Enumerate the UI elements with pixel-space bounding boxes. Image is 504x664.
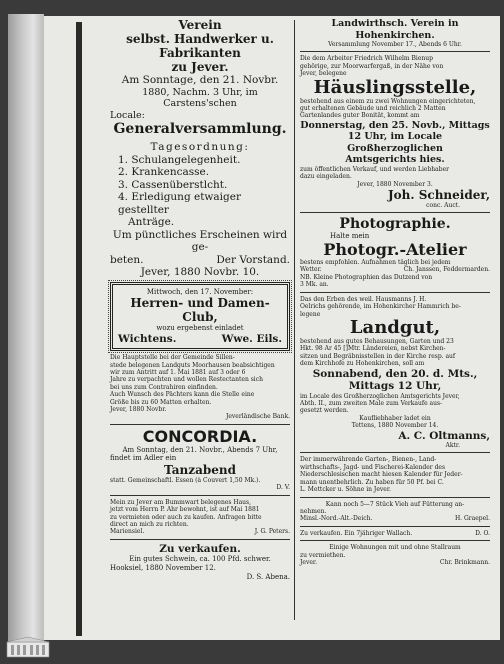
notice-line: wir zum Antritt auf 1. Mai 1881 auf 3 oder 6 <box>110 369 246 376</box>
photo-line: bestens empfohlen. Aufnahmen täglich bei jedem <box>300 259 451 267</box>
closing-row <box>110 254 290 267</box>
house-line: zu vermieten oder auch zu kaufen. Anfragen bitte <box>110 513 262 521</box>
house-intro-line: Die dem Arbeiter Friedrich Wilhelm Bienup <box>300 55 433 63</box>
estate-line: gesetzt werden. <box>300 407 349 415</box>
auctioneer-role: Aktr. <box>445 442 460 450</box>
auctioneer-name: Joh. Schneider, <box>387 188 490 203</box>
photographer-signature: Ch. Janssen, Feddermarden. <box>403 266 490 274</box>
auction-date: Donnerstag, den 25. Novb., Mittags <box>300 119 490 131</box>
auction-time: 12 Uhr, im Locale Großherzoglichen <box>347 131 443 154</box>
page-gutter <box>76 22 82 636</box>
general-assembly-heading: Generalversammlung. <box>113 121 287 137</box>
rule <box>300 526 490 527</box>
apartments-row <box>300 559 490 566</box>
box-line: wozu ergebenst einladet <box>156 324 244 333</box>
rule <box>300 212 490 213</box>
closing-text: beten. <box>110 253 144 266</box>
auctioneer-name: A. C. Oltmanns, <box>398 429 490 442</box>
notice-date: Jever, 1880 Novbr. <box>110 406 167 414</box>
feeding-row <box>300 515 490 522</box>
agenda-item: 4. Erledigung etwaiger gestellter <box>118 191 241 216</box>
notice-line: stede belegenen Landguts Moorhausen beabsichtigen <box>110 361 275 369</box>
rule <box>300 540 490 541</box>
photography-heading: Photographie. <box>339 216 451 233</box>
house-end-line: zum öffentlichen Verkauf, und werden Liebhaber <box>300 165 449 173</box>
rule <box>300 292 490 293</box>
concordia-line: Am Sonntag, den 21. Novbr., Abends 7 Uhr, <box>122 445 278 454</box>
atelier-heading: Photogr.-Atelier <box>323 240 467 260</box>
apartments-line: zu vermiethen. <box>300 551 346 559</box>
concordia-line: statt. Gemeinschaftl. Essen (à Couvert 1,50 Mk.). <box>110 477 261 485</box>
book-spine <box>8 14 44 642</box>
horse-sale-row <box>300 530 490 537</box>
estate-line: Hkt. 98 Ar 45 []Mtr. Ländereien, nebst Kirchen- <box>300 345 446 353</box>
house-place: Mariensiel. <box>110 528 145 536</box>
photo-line: Wetter. <box>300 266 322 274</box>
house-body-line: Gartenlandes guter Bonität, kommt am <box>300 112 420 120</box>
host-left: Wichtens. <box>118 332 177 345</box>
calendar-line: Der immerwährende Garten-, Bienen-, Land- <box>300 456 437 464</box>
feeding-signature: H. Graepel. <box>454 515 490 523</box>
notice-line: Auch Wunsch des Pächters kann die Stelle eine <box>110 391 255 399</box>
column-divider <box>294 20 295 620</box>
estate-line: dem Kirchhofe zu Hohenkirchen, soll am <box>300 360 425 368</box>
concordia-line: findet im Adler ein <box>110 454 177 463</box>
rule <box>110 495 290 496</box>
for-sale-line: Ein gutes Schwein, ca. 100 Pfd. schwer. <box>129 555 271 564</box>
verein-line: Am Sonntage, den 21. Novbr. <box>121 74 279 86</box>
club-title: Herren- und Damen- <box>130 296 270 311</box>
estate-intro-line: Das den Erben des weil. Hausmanns J. H. <box>300 295 427 303</box>
feeding-place: Minsl.-Nord.-Alt.-Deich. <box>300 515 373 523</box>
photo-lead: Halte mein <box>330 232 370 241</box>
box-line: Mittwoch, den 17. November: <box>146 287 254 296</box>
house-body-line: bestehend aus einem zu zwei Wohnungen eingerichteten, <box>300 97 476 105</box>
house-line: direct an mich zu richten. <box>110 521 189 529</box>
agenda-item: 3. Cassenüberstlcht. <box>118 178 228 191</box>
dateline: Jever, 1880 Novbr. 10. <box>140 266 260 278</box>
horse-sale-text: Zu verkaufen. Ein 7jähriger Wallach. <box>300 529 413 537</box>
for-sale-signature: D. S. Abena. <box>246 572 290 581</box>
landgut-heading: Landgut, <box>349 316 441 338</box>
agenda-item: 2. Krankencasse. <box>118 166 210 178</box>
estate-line: Kaufliebhaber ladet ein <box>359 414 431 422</box>
estate-line: im Locale des Großherzoglichen Amtsgerichts Jever, <box>300 392 460 400</box>
club-title: Club, <box>182 310 218 325</box>
dance-evening-heading: Tanzabend <box>163 463 236 478</box>
notice-signature: Jeverländische Bank. <box>225 413 290 421</box>
agenda-title: Tagesordnung: <box>150 141 250 153</box>
house-end-line: dazu eingeladen. <box>300 173 352 181</box>
calendar-line: mann unentbehrlich. Zu haben für 50 Pf. bei C. <box>300 478 444 486</box>
club-box <box>110 282 290 352</box>
apartments-signature: Chr. Brinkmann. <box>439 558 490 566</box>
house-line: jetzt vom Herrn P. Ahr bewohnt, ist auf Mai 1881 <box>110 506 260 514</box>
auctioneer-role: conc. Auct. <box>426 202 460 210</box>
concordia-signature: D. V. <box>276 484 290 492</box>
for-sale-line: Hooksiel, 1880 November 12. <box>110 563 216 572</box>
horse-sale-signature: D. O. <box>475 529 490 537</box>
rule <box>300 51 490 52</box>
house-signature-row <box>110 528 290 535</box>
house-body-line: gut erhaltenen Gebäude und reichlich 2 Matten <box>300 105 446 113</box>
house-signature: J. G. Peters. <box>254 528 290 536</box>
club-notice-title: Landwirthsch. Verein in Hohenkirchen. <box>331 18 459 41</box>
dateline: Jever, 1880 November 3. <box>357 180 433 188</box>
library-building-icon <box>6 636 50 658</box>
auction-court: Amtsgerichts hies. <box>345 154 445 166</box>
notice-line: bei uns zum Contrahiren einfinden. <box>110 383 218 391</box>
rule <box>300 497 490 498</box>
estate-line: sitzen und Begräbnisstellen in der Kirche resp. auf <box>300 352 456 360</box>
estate-line: Abth. II., zum zweiten Male zum Verkaufe aus- <box>300 399 443 407</box>
right-column <box>300 18 490 566</box>
feeding-line: nehmen. <box>300 507 327 515</box>
estate-line: bestehend aus gutes Behausungen, Garten und 23 <box>300 337 454 345</box>
notice-line: Jahre zu verpachten und wollen Restectanten sich <box>110 376 263 384</box>
feeding-line: Kann noch 5—7 Stück Vieh auf Fütterung an- <box>325 500 465 508</box>
agenda-item: 1. Schulangelegenheit. <box>118 153 241 166</box>
notice-line: Größe bis zu 60 Matten erhalten. <box>110 398 212 406</box>
club-notice-sub: Versammlung November 17., Abends 6 Uhr. <box>328 41 462 48</box>
estate-time: Mittags 12 Uhr, <box>348 380 442 393</box>
host-right: Wwe. Eils. <box>221 332 282 345</box>
left-column <box>110 18 290 581</box>
notice-line: Die Hauptstelle bei der Gemeinde Sillen- <box>110 354 235 362</box>
apartments-line: Einige Wohnungen mit und ohne Stallraum <box>329 544 461 552</box>
verein-title: Verein <box>178 18 222 32</box>
verein-place: zu Jever. <box>171 60 229 74</box>
closing-signature: Der Vorstand. <box>216 253 290 266</box>
verein-line: 1880, Nachm. 3 Uhr, im Carstens'schen <box>142 86 258 109</box>
agenda-item: Anträge. <box>128 216 175 228</box>
photo-row <box>300 266 490 273</box>
house-line: Mein zu Jever am Bummwart belegenes Haus, <box>110 498 252 506</box>
concordia-heading: CONCORDIA. <box>142 426 258 446</box>
dateline: Tettens, 1880 November 14. <box>351 422 439 430</box>
for-sale-heading: Zu verkaufen. <box>159 542 241 555</box>
closing-line: Um pünctliches Erscheinen wird ge- <box>112 228 288 253</box>
rule <box>110 539 290 540</box>
verein-line: Locale: <box>110 109 145 121</box>
house-intro-line: Jever, belegene <box>300 70 347 78</box>
haeusling-heading: Häuslingsstelle, <box>313 76 477 98</box>
club-hosts <box>118 333 282 346</box>
house-intro-line: gehörige, zur Moorwarfergaß, in der Nähe von <box>300 62 444 70</box>
rule <box>300 452 490 453</box>
estate-intro-line: Oelrichs gehörende, im Hohenkircher Hammrich be- <box>300 303 461 311</box>
estate-intro-line: legene <box>300 310 321 318</box>
apartments-place: Jever. <box>300 558 318 566</box>
estate-date: Sonnabend, den 20. d. Mts., <box>312 367 478 380</box>
rule <box>110 424 290 425</box>
calendar-line: L. Mettcker u. Söhne in Jever. <box>300 486 391 494</box>
verein-subtitle: selbst. Handwerker u. Fabrikanten <box>126 32 274 60</box>
calendar-line: Niederschlesischen macht hiesen Kalender für Jeder- <box>300 471 463 479</box>
calendar-line: wirthschafts-, Jagd- und Fischerei-Kalender des <box>300 463 446 471</box>
photo-line: NB. Kleine Photographien das Dutzend von <box>300 273 433 281</box>
photo-line: 3 Mk. an. <box>300 281 329 289</box>
